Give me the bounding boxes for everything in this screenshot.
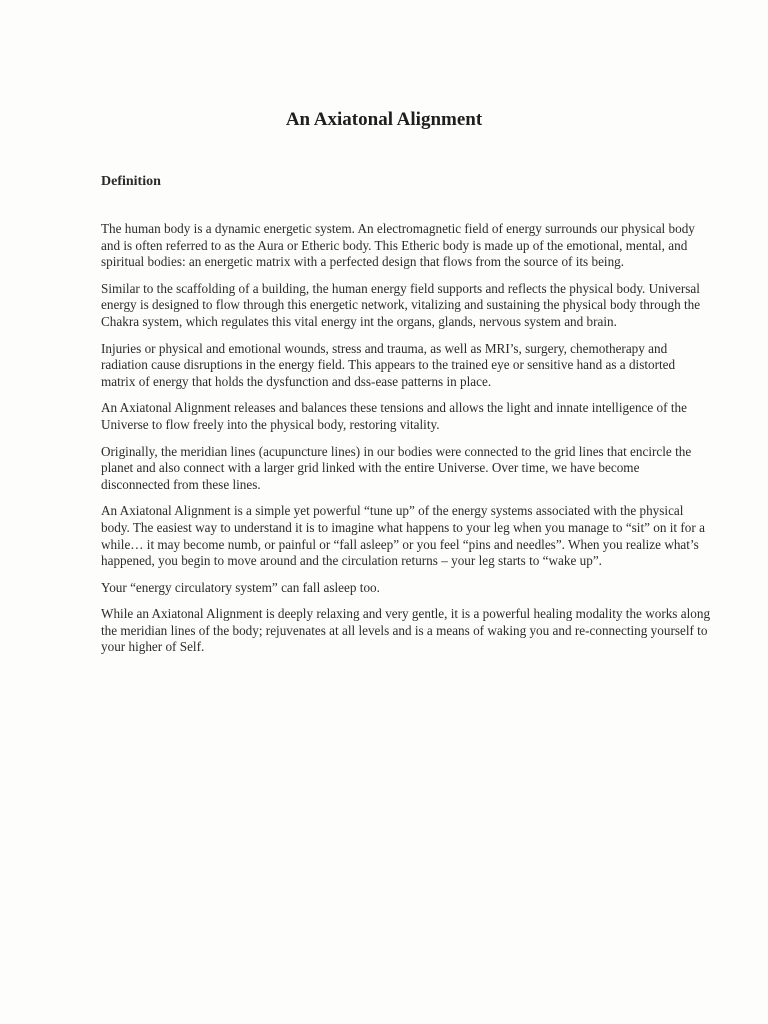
document-title: An Axiatonal Alignment [285,109,483,130]
paragraph: Similar to the scaffolding of a building, the human energy field supports and reflects the physical body. Universal energy is designed to flow through this energetic network, vitalizing and sustaining the physical body through the Chakra system, which regulates this vital energy int the organs, glands, nervous system and brain. [101,280,701,329]
paragraph: Your “energy circulatory system” can fall asleep too. [101,579,380,595]
paragraph: An Axiatonal Alignment releases and balances these tensions and allows the light and innate intelligence of the Universe to flow freely into the physical body, restoring vitality. [101,400,687,432]
paragraph: An Axiatonal Alignment is a simple yet powerful “tune up” of the energy systems associated with the physical body. The easiest way to understand it is to imagine what happens to your leg when you manage to “sit” on it for a while… it may become numb, or painful or “fall asleep” or you feel “pins and needles”. When you realize what’s happened, you begin to move around and the circulation returns – your leg starts to “wake up”. [101,503,705,569]
document-body [101,221,711,666]
paragraph: The human body is a dynamic energetic system. An electromagnetic field of energy surrounds our physical body and is often referred to as the Aura or Etheric body. This Etheric body is made up of the emotional, mental, and spiritual bodies: an energetic matrix with a perfected design that flows from the source of its being. [101,221,695,270]
paragraph: Injuries or physical and emotional wounds, stress and trauma, as well as MRI’s, surgery, chemotherapy and radiation cause disruptions in the energy field. This appears to the trained eye or sensitive hand as a distorted matrix of energy that holds the dysfunction and dss-ease patterns in place. [101,340,676,389]
paragraph: While an Axiatonal Alignment is deeply relaxing and very gentle, it is a powerful healing modality the works along the meridian lines of the body; rejuvenates at all levels and is a means of waking you and re-connecting yourself to your higher of Self. [101,606,711,655]
paragraph: Originally, the meridian lines (acupuncture lines) in our bodies were connected to the grid lines that encircle the planet and also connect with a larger grid linked with the entire Universe. Over time, we have become disconnected from these lines. [101,443,692,492]
section-heading: Definition [101,174,161,189]
